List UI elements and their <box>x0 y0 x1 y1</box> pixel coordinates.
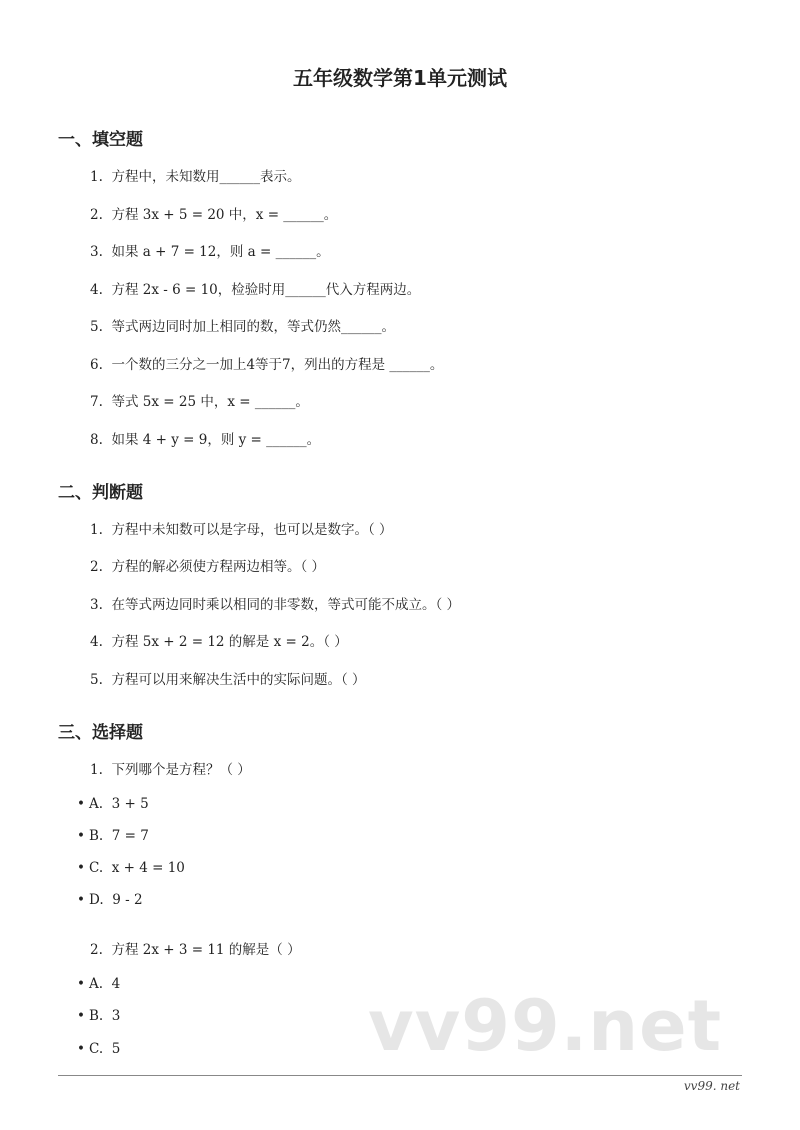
choice-option: • A. 4 <box>77 976 121 992</box>
true-false-item: 4. 方程 5x + 2 = 12 的解是 x = 2。（ ） <box>90 634 348 650</box>
true-false-item: 5. 方程可以用来解决生活中的实际问题。（ ） <box>90 672 366 688</box>
footer-text: vv99. net <box>683 1079 740 1093</box>
fill-blank-item: 8. 如果 4 + y = 9，则 y = ______。 <box>90 432 321 448</box>
bullet-icon: • <box>77 796 85 812</box>
section-heading-multiple-choice: 三、选择题 <box>58 723 143 743</box>
bullet-icon: • <box>77 1008 85 1024</box>
choice-option: • A. 3 + 5 <box>77 796 149 812</box>
true-false-item: 2. 方程的解必须使方程两边相等。（ ） <box>90 559 326 575</box>
choice-option: • B. 3 <box>77 1008 121 1024</box>
bullet-icon: • <box>77 892 85 908</box>
bullet-icon: • <box>77 1041 85 1057</box>
choice-question: 1. 下列哪个是方程？（ ） <box>90 762 251 778</box>
choice-option: • D. 9 - 2 <box>77 892 143 908</box>
choice-question: 2. 方程 2x + 3 = 11 的解是（ ） <box>90 942 301 958</box>
section-heading-true-false: 二、判断题 <box>58 483 143 503</box>
fill-blank-item: 1. 方程中，未知数用______表示。 <box>90 169 301 185</box>
fill-blank-item: 6. 一个数的三分之一加上4等于7，列出的方程是 ______。 <box>90 357 444 373</box>
bullet-icon: • <box>77 828 85 844</box>
watermark: vv99.net <box>368 985 723 1067</box>
fill-blank-item: 2. 方程 3x + 5 = 20 中，x = ______。 <box>90 207 338 223</box>
choice-option: • C. x + 4 = 10 <box>77 860 185 876</box>
true-false-item: 3. 在等式两边同时乘以相同的非零数，等式可能不成立。（ ） <box>90 597 461 613</box>
fill-blank-item: 4. 方程 2x - 6 = 10，检验时用______代入方程两边。 <box>90 282 421 298</box>
bullet-icon: • <box>77 976 85 992</box>
fill-blank-item: 7. 等式 5x = 25 中，x = ______。 <box>90 394 309 410</box>
choice-option: • C. 5 <box>77 1041 121 1057</box>
true-false-item: 1. 方程中未知数可以是字母，也可以是数字。（ ） <box>90 522 393 538</box>
footer-divider <box>58 1075 742 1076</box>
bullet-icon: • <box>77 860 85 876</box>
page-title: 五年级数学第1单元测试 <box>293 66 507 90</box>
section-heading-fill-blank: 一、填空题 <box>58 130 143 150</box>
fill-blank-item: 3. 如果 a + 7 = 12，则 a = ______。 <box>90 244 330 260</box>
choice-option: • B. 7 = 7 <box>77 828 149 844</box>
fill-blank-item: 5. 等式两边同时加上相同的数，等式仍然______。 <box>90 319 395 335</box>
